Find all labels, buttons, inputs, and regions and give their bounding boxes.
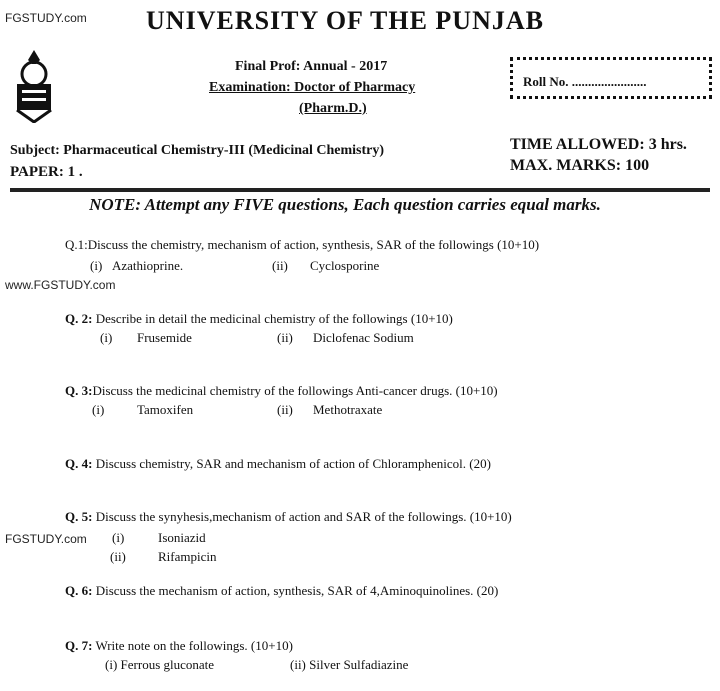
question-7: Q. 7: Write note on the followings. (10+10) [65, 638, 293, 653]
subject: Subject: Pharmaceutical Chemistry-III (Medicinal Chemistry) [10, 143, 385, 158]
item-text: Frusemide [137, 330, 192, 345]
exam-session: Final Prof: Annual - 2017 [235, 59, 388, 74]
question-5: Q. 5: Discuss the synyhesis,mechanism of action and SAR of the followings. (10+10) [65, 509, 512, 524]
divider [10, 188, 710, 192]
item-text: Methotraxate [313, 402, 383, 417]
instructions-note: NOTE: Attempt any FIVE questions, Each question carries equal marks. [89, 195, 601, 214]
item-number: (i) [92, 402, 105, 417]
question-1: Q.1:Discuss the chemistry, mechanism of action, synthesis, SAR of the followings (10+10) [65, 237, 540, 252]
item-number: (ii) [272, 258, 288, 273]
watermark: FGSTUDY.com [5, 11, 87, 25]
item: (i) Ferrous gluconate [105, 657, 215, 672]
question-2: Q. 2: Describe in detail the medicinal chemistry of the followings (10+10) [65, 311, 453, 326]
examination-title: Examination: Doctor of Pharmacy [209, 80, 416, 95]
max-marks: MAX. MARKS: 100 [510, 157, 650, 174]
item-text: Diclofenac Sodium [313, 330, 414, 345]
question-3: Q. 3:Discuss the medicinal chemistry of the followings Anti-cancer drugs. (10+10) [65, 383, 498, 398]
item-number: (i) [112, 530, 125, 545]
item-number: (ii) [277, 402, 293, 417]
watermark: FGSTUDY.com [5, 532, 87, 546]
item-number: (i) [100, 330, 113, 345]
paper-number: PAPER: 1 . [10, 164, 83, 180]
item-number: (ii) [277, 330, 293, 345]
item-text: Tamoxifen [137, 402, 194, 417]
university-logo-icon [14, 48, 54, 123]
question-4: Q. 4: Discuss chemistry, SAR and mechanism of action of Chloramphenicol. (20) [65, 456, 491, 471]
item-number: (i) [90, 258, 103, 273]
item: (ii) Silver Sulfadiazine [290, 657, 409, 672]
watermark: www.FGSTUDY.com [5, 278, 116, 292]
degree: (Pharm.D.) [299, 101, 367, 116]
item-text: Rifampicin [158, 549, 217, 564]
time-allowed: TIME ALLOWED: 3 hrs. [510, 136, 687, 153]
university-title: UNIVERSITY OF THE PUNJAB [146, 6, 544, 35]
item-text: Cyclosporine [310, 258, 380, 273]
item-number: (ii) [110, 549, 126, 564]
question-6: Q. 6: Discuss the mechanism of action, synthesis, SAR of 4,Aminoquinolines. (20) [65, 583, 499, 598]
roll-number-box [510, 57, 712, 99]
roll-number-label: Roll No. ....................... [523, 74, 647, 89]
item-text: Azathioprine. [112, 258, 184, 273]
item-text: Isoniazid [158, 530, 206, 545]
